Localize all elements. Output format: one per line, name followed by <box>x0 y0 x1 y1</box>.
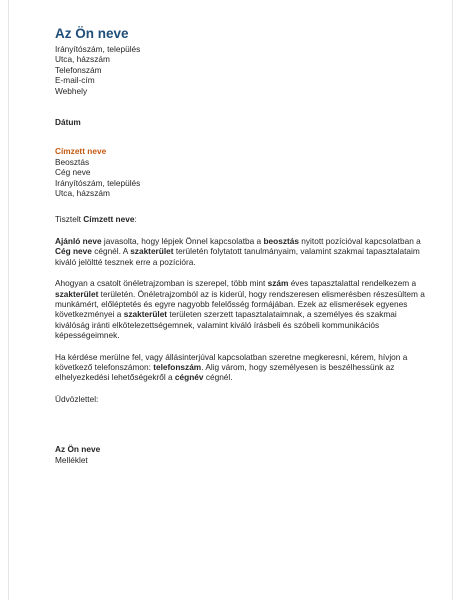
position-placeholder: beosztás <box>263 235 299 246</box>
text-run: cégnél. <box>203 372 233 383</box>
paragraph-3 <box>55 352 417 383</box>
sender-phone: Telefonszám <box>55 64 102 75</box>
text-run: javasolta, hogy lépjek Önnel kapcsolatba a <box>101 235 264 246</box>
text-run: . Alig várom, hogy személyesen is beszélhessünk az <box>201 361 395 372</box>
paragraph-1-line <box>55 235 421 246</box>
salutation-name: Címzett neve <box>83 214 135 225</box>
paragraph-1 <box>55 235 421 267</box>
paragraph-2-line <box>55 278 417 288</box>
sender-street: Utca, házszám <box>55 54 110 65</box>
text-run: éves tapasztalattal rendelkezem a <box>288 278 417 289</box>
signature-name: Az Ön neve <box>55 444 101 455</box>
years-placeholder: szám <box>267 278 289 289</box>
recipient-postal-city: Irányítószám, település <box>55 177 141 188</box>
text-run: cégnél. A <box>91 246 131 257</box>
letter-page <box>8 0 453 600</box>
paragraph-1-line <box>55 246 420 257</box>
text-run: nyitott pozícióval kapcsolatban a <box>298 235 421 246</box>
recipient-street: Utca, házszám <box>55 188 110 199</box>
text-run: következő telefonszámon: <box>55 361 154 372</box>
letter-date: Dátum <box>55 117 81 128</box>
field-placeholder: szakterület <box>130 246 174 257</box>
paragraph-2-line: munkámért, előléptetés és egyre nagyobb felelősség formájában. Ezek az elismerések egyenes <box>55 298 408 309</box>
company-placeholder: cégnév <box>174 372 204 383</box>
salutation-prefix: Tisztelt <box>55 214 84 225</box>
text-run: területén. Önéletrajzomból az is kiderül, hogy rendszeresen elismerésben részesültem a <box>98 288 425 299</box>
paragraph-2-line: kiválóság iránti elkötelezettségemnek, valamint kiváló írásbeli és szóbeli kommunikációs <box>55 319 380 330</box>
referrer-name: Ajánló neve <box>55 235 102 246</box>
sender-website: Webhely <box>55 85 88 96</box>
text-run: elhelyezkedési lehetőségekről a <box>55 372 175 383</box>
paragraph-2-line <box>55 288 425 299</box>
recipient-block <box>55 146 417 198</box>
paragraph-3-line <box>55 362 417 372</box>
text-run: területen szerzett tapasztalataimnak, a személyes és szakmai <box>167 309 397 320</box>
sender-postal-city: Irányítószám, település <box>55 44 141 54</box>
enclosure-note: Melléklet <box>55 454 88 465</box>
paragraph-2-line: képességeimnek. <box>55 330 120 341</box>
text-run: Ahogyan a csatolt önéletrajzomban is szerepel, több mint <box>55 278 268 289</box>
signature-block <box>55 444 417 465</box>
paragraph-2-line <box>55 309 417 319</box>
recipient-title: Beosztás <box>55 156 90 167</box>
text-run: következményei a <box>55 309 124 320</box>
recipient-name: Címzett neve <box>55 146 107 157</box>
salutation <box>55 214 417 224</box>
phone-placeholder: telefonszám <box>153 361 202 372</box>
paragraph-2 <box>55 278 425 341</box>
paragraph-3-line <box>55 372 417 382</box>
paragraph-1-line: kiváló jelöltté tesznek erre a pozícióra. <box>55 256 196 267</box>
text-run: területén folytatott tanulmányaim, valamint szakmai tapasztalataim <box>173 246 420 257</box>
letter-content <box>55 26 425 465</box>
closing: Üdvözlettel: <box>55 393 99 404</box>
field-placeholder: szakterület <box>123 309 168 320</box>
recipient-company: Cég neve <box>55 167 91 178</box>
sender-address <box>55 44 417 96</box>
salutation-suffix: : <box>134 214 137 225</box>
sender-email: E-mail-cím <box>55 75 95 86</box>
sender-name: Az Ön neve <box>55 26 129 41</box>
paragraph-3-line: Ha kérdése merülne fel, vagy állásinterjúval kapcsolatban szeretne megkeresni, kérem, hívjon a <box>55 351 408 362</box>
company-placeholder: Cég neve <box>55 246 92 257</box>
field-placeholder: szakterület <box>55 288 99 299</box>
